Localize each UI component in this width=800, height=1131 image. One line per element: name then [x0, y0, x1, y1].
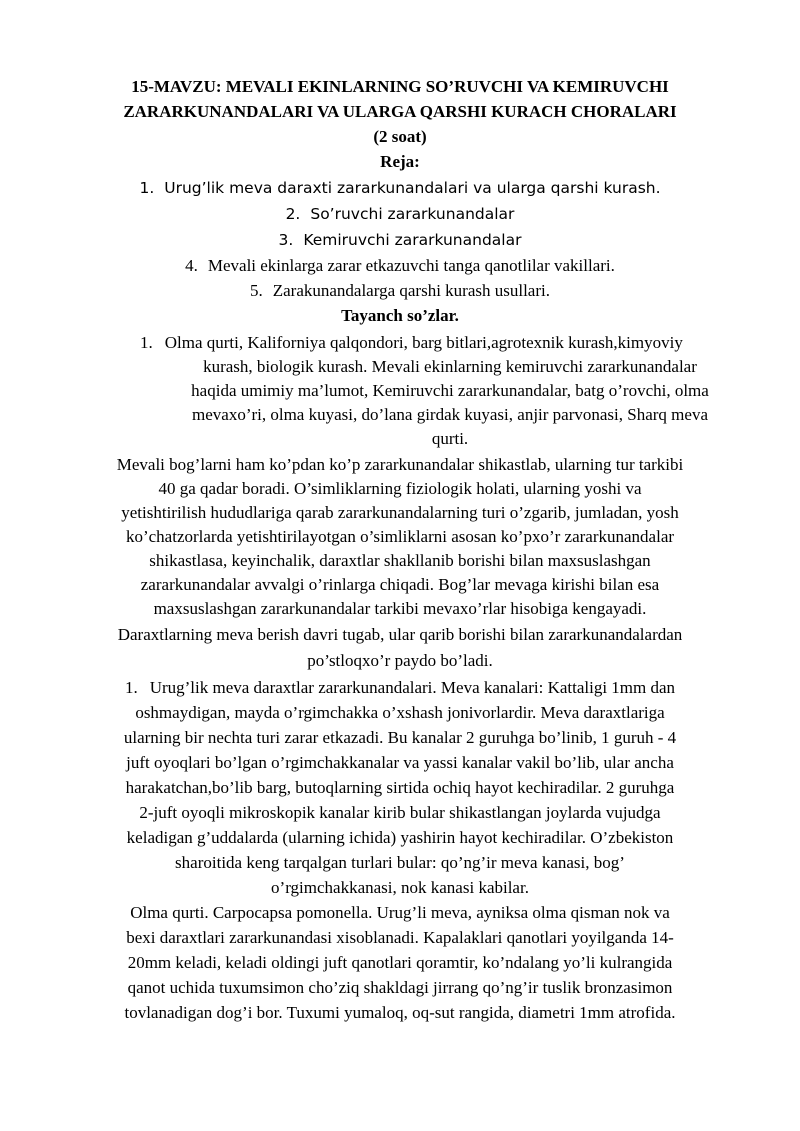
title-line-2: ZARARKUNANDALARI VA ULARGA QARSHI KURACH CHORALARI: [123, 102, 677, 121]
plan-item: [40, 203, 760, 225]
body-line: juft oyoqlari bo’lgan o’rgimchakkanalar va yassi kanalar vakil bo’lib, ular ancha: [126, 753, 674, 772]
body-line: oshmaydigan, mayda o’rgimchakka o’xshash jonivorlardir. Meva daraxtlariga: [135, 703, 665, 722]
plan-item-number: 5.: [249, 281, 263, 300]
keywords-line: kurash, biologik kurash. Mevali ekinlarning kemiruvchi zararkunandalar: [203, 357, 697, 376]
plan-item-number: 2.: [285, 205, 301, 223]
plan-item-number: 4.: [185, 256, 198, 275]
body-line: shikastlasa, keyinchalik, daraxtlar shakllanib borishi bilan maxsuslashgan: [149, 551, 651, 570]
plan-item-text: Kemiruvchi zararkunandalar: [303, 231, 522, 249]
body-line: harakatchan,bo’lib barg, butoqlarning sirtida ochiq hayot kechiradilar. 2 guruhga: [125, 778, 675, 797]
section-number: 1.: [124, 678, 138, 697]
body-line: [60, 676, 740, 700]
body-line: Olma qurti. Carpocapsa pomonella. Urug’li meva, ayniksa olma qisman nok va: [130, 903, 670, 922]
body-line-text: Urug’lik meva daraxtlar zararkunandalari. Meva kanalari: Kattaligi 1mm dan: [149, 678, 676, 697]
plan-item-text: So’ruvchi zararkunandalar: [310, 205, 515, 223]
plan-item: [40, 255, 760, 277]
plan-item-text: Mevali ekinlarga zarar etkazuvchi tanga qanotlilar vakillari.: [207, 256, 615, 275]
body-line: 40 ga qadar boradi. O’simliklarning fiziologik holati, ularning yoshi va: [158, 479, 642, 498]
plan-item: [40, 229, 760, 251]
keywords-heading: Tayanch so’zlar.: [341, 306, 459, 325]
body-line: keladigan g’uddalarda (ularning ichida) yashirin hayot kechiradilar. O’zbekiston: [126, 828, 674, 847]
body-line: sharoitida keng tarqalgan turlari bular: qo’ng’ir meva kanasi, bog’: [175, 853, 625, 872]
body-line: zararkunandalar avvalgi o’rinlarga chiqadi. Bog’lar mevaga kirishi bilan esa: [140, 575, 660, 594]
keywords-number: 1.: [140, 333, 153, 352]
plan-item-text: Zarakunandalarga qarshi kurash usullari.: [272, 281, 550, 300]
title-hours: (2 soat): [373, 127, 427, 146]
keywords-line: haqida umimiy ma’lumot, Kemiruvchi zararkunandalar, batg o’rovchi, olma: [191, 381, 709, 400]
body-line: qanot uchida tuxumsimon cho’ziq shakldagi jirrang qo’ng’ir tuslik bronzasimon: [127, 978, 673, 997]
body-line: po’stloqxo’r paydo bo’ladi.: [307, 651, 493, 670]
body-line: ko’chatzorlarda yetishtirilayotgan o’simliklarni asosan ko’pxo’r zararkunandalar: [125, 527, 675, 546]
body-line: o’rgimchakkanasi, nok kanasi kabilar.: [271, 878, 529, 897]
plan-item-text: Urug’lik meva daraxti zararkunandalari va ularga qarshi kurash.: [164, 179, 661, 197]
body-line: Daraxtlarning meva berish davri tugab, ular qarib borishi bilan zararkunandalardan: [117, 625, 683, 644]
plan-item: [40, 177, 760, 199]
keywords-line: qurti.: [431, 429, 469, 448]
body-line: 2-juft oyoqli mikroskopik kanalar kirib bular shikastlangan joylarda vujudga: [139, 803, 661, 822]
body-line: maxsuslashgan zararkunandalar tarkibi mevaxo’rlar hisobiga kengayadi.: [153, 599, 647, 618]
plan-item-number: 3.: [278, 231, 294, 249]
body-line: Mevali bog’larni ham ko’pdan ko’p zararkunandalar shikastlab, ularning tur tarkibi: [116, 455, 684, 474]
keywords-text: Olma qurti, Kaliforniya qalqondori, barg bitlari,agrotexnik kurash,kimyoviy: [164, 333, 683, 352]
plan-item: [40, 280, 760, 302]
body-line: tovlanadigan dog’i bor. Tuxumi yumaloq, oq-sut rangida, diametri 1mm atrofida.: [124, 1003, 676, 1022]
keywords-line: mevaxo’ri, olma kuyasi, do’lana girdak kuyasi, anjir parvonasi, Sharq meva: [192, 405, 708, 424]
plan-item-number: 1.: [139, 179, 155, 197]
plan-heading: Reja:: [380, 152, 420, 171]
body-line: bexi daraxtlari zararkunandasi xisoblanadi. Kapalaklari qanotlari yoyilganda 14-: [126, 928, 674, 947]
keywords-line: [140, 331, 740, 355]
body-line: ularning bir nechta turi zarar etkazadi. Bu kanalar 2 guruhga bo’linib, 1 guruh - 4: [123, 728, 677, 747]
body-line: yetishtirilish hududlariga qarab zararkunandalarning turi o’zgarib, jumladan, yosh: [121, 503, 679, 522]
title-line-1: 15-MAVZU: MEVALI EKINLARNING SO’RUVCHI VA KEMIRUVCHI: [131, 77, 669, 96]
body-line: 20mm keladi, keladi oldingi juft qanotlari qoramtir, ko’ndalang yo’li kulrangida: [127, 953, 673, 972]
